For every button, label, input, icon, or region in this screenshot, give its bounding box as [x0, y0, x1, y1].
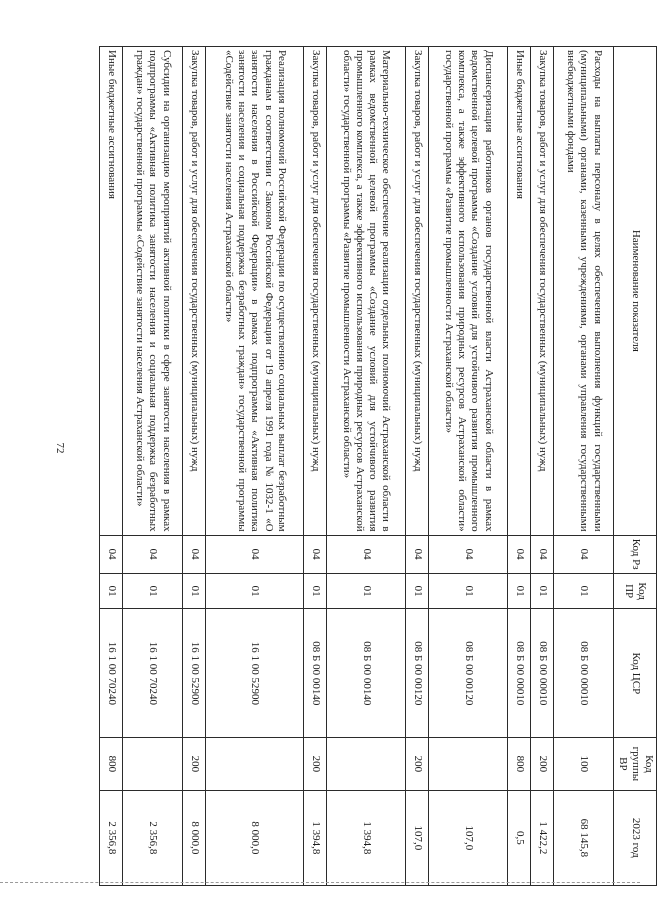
budget-table — [99, 46, 657, 886]
table-row — [327, 47, 406, 886]
header-name: Наименование показателя — [614, 47, 657, 536]
row-value: 1 394,8 — [327, 790, 406, 885]
row-pr: 01 — [406, 573, 429, 609]
row-value: 0,5 — [508, 790, 531, 885]
row-vr: 100 — [554, 738, 614, 790]
row-pr: 01 — [183, 573, 206, 609]
header-year: 2023 год — [614, 790, 657, 885]
header-vr: Код группы ВР — [614, 738, 657, 790]
row-csr: 08 Б 00 00120 — [406, 609, 429, 738]
row-vr: 800 — [100, 738, 123, 790]
row-name: Субсидии на организацию мероприятий активной политики в сфере занятости населения в рамках подпрограммы «Активная политика занятости населения и социальная поддержка безработных граждан» государственной программы «Содействие занятости населения Астраханской области» — [123, 47, 183, 536]
header-pr: Код ПР — [614, 573, 657, 609]
row-name: Материально-техническое обеспечение реализации отдельных полномочий Астраханской области в рамках ведомственной целевой программы «Создание условий для устойчивого развития промышленного комплекса, а также эффективного использования природных ресурсов Астраханской области» государственной программы «Развитие промышленности Астраханской области» — [327, 47, 406, 536]
table-row — [429, 47, 508, 886]
row-pr: 01 — [429, 573, 508, 609]
row-name: Закупка товаров, работ и услуг для обеспечения государственных (муниципальных) нужд — [531, 47, 554, 536]
table-row — [406, 47, 429, 886]
row-name: Диспансеризация работников органов государственной власти Астраханской области в рамках ведомственной целевой программы «Создание условий для устойчивого развития промышленного комплекса, а также эффективного использования природных ресурсов Астраханской области» государственной программы «Развитие промышленности Астраханской области» — [429, 47, 508, 536]
row-pr: 01 — [304, 573, 327, 609]
row-rz: 04 — [327, 535, 406, 573]
row-rz: 04 — [406, 535, 429, 573]
row-csr: 08 Б 00 00010 — [554, 609, 614, 738]
row-rz: 04 — [123, 535, 183, 573]
table-row — [508, 47, 531, 886]
row-name: Закупка товаров, работ и услуг для обеспечения государственных (муниципальных) нужд — [183, 47, 206, 536]
row-pr: 01 — [531, 573, 554, 609]
row-pr: 01 — [327, 573, 406, 609]
table-header-row — [614, 47, 657, 886]
row-value: 2 356,8 — [123, 790, 183, 885]
row-name: Иные бюджетные ассигнования — [100, 47, 123, 536]
row-value: 1 394,8 — [304, 790, 327, 885]
row-value: 2 356,8 — [100, 790, 123, 885]
row-rz: 04 — [206, 535, 304, 573]
row-value: 107,0 — [406, 790, 429, 885]
row-csr: 08 Б 00 00010 — [531, 609, 554, 738]
scan-bottom-rule — [0, 882, 640, 883]
row-vr — [429, 738, 508, 790]
row-csr: 08 Б 00 00120 — [429, 609, 508, 738]
row-pr: 01 — [123, 573, 183, 609]
row-vr: 800 — [508, 738, 531, 790]
row-name: Закупка товаров, работ и услуг для обеспечения государственных (муниципальных) нужд — [406, 47, 429, 536]
page-number: 72 — [54, 442, 66, 454]
header-rz: Код Рз — [614, 535, 657, 573]
table-row — [183, 47, 206, 886]
row-pr: 01 — [554, 573, 614, 609]
header-csr: Код ЦСР — [614, 609, 657, 738]
row-csr: 16 1 00 70240 — [100, 609, 123, 738]
row-vr: 200 — [406, 738, 429, 790]
row-rz: 04 — [304, 535, 327, 573]
table-row — [554, 47, 614, 886]
row-vr: 200 — [304, 738, 327, 790]
row-vr — [327, 738, 406, 790]
row-name: Иные бюджетные ассигнования — [508, 47, 531, 536]
row-value: 8 000,0 — [206, 790, 304, 885]
table-row — [304, 47, 327, 886]
row-rz: 04 — [531, 535, 554, 573]
row-vr: 200 — [183, 738, 206, 790]
row-vr: 200 — [531, 738, 554, 790]
row-value: 1 422,2 — [531, 790, 554, 885]
row-csr: 16 1 00 70240 — [123, 609, 183, 738]
row-csr: 08 Б 00 00140 — [304, 609, 327, 738]
row-rz: 04 — [100, 535, 123, 573]
row-vr — [123, 738, 183, 790]
budget-table-container — [99, 46, 657, 886]
row-rz: 04 — [429, 535, 508, 573]
row-name: Расходы на выплаты персоналу в целях обеспечения выполнения функций государственными (муниципальными) органами, казенными учреждениями, органами управления государственными внебюджетными фондами — [554, 47, 614, 536]
row-rz: 04 — [508, 535, 531, 573]
row-pr: 01 — [206, 573, 304, 609]
row-csr: 08 Б 00 00010 — [508, 609, 531, 738]
row-vr — [206, 738, 304, 790]
table-row — [206, 47, 304, 886]
row-name: Реализация полномочий Российской Федерации по осуществлению социальных выплат безработным гражданам в соответствии с Законом Российской Федерации от 19 апреля 1991 года № 1032-1 «О занятости населения в Российской Федерации» в рамках подпрограммы «Активная политика занятости населения и социальная поддержка безработных граждан» государственной программы «Содействие занятости населения Астраханской области» — [206, 47, 304, 536]
row-pr: 01 — [100, 573, 123, 609]
row-csr: 16 1 00 52900 — [206, 609, 304, 738]
table-row — [123, 47, 183, 886]
row-value: 107,0 — [429, 790, 508, 885]
row-value: 8 000,0 — [183, 790, 206, 885]
table-row — [100, 47, 123, 886]
row-csr: 08 Б 00 00140 — [327, 609, 406, 738]
row-pr: 01 — [508, 573, 531, 609]
row-rz: 04 — [183, 535, 206, 573]
row-value: 68 145,8 — [554, 790, 614, 885]
table-row — [531, 47, 554, 886]
row-rz: 04 — [554, 535, 614, 573]
row-name: Закупка товаров, работ и услуг для обеспечения государственных (муниципальных) нужд — [304, 47, 327, 536]
row-csr: 16 1 00 52900 — [183, 609, 206, 738]
